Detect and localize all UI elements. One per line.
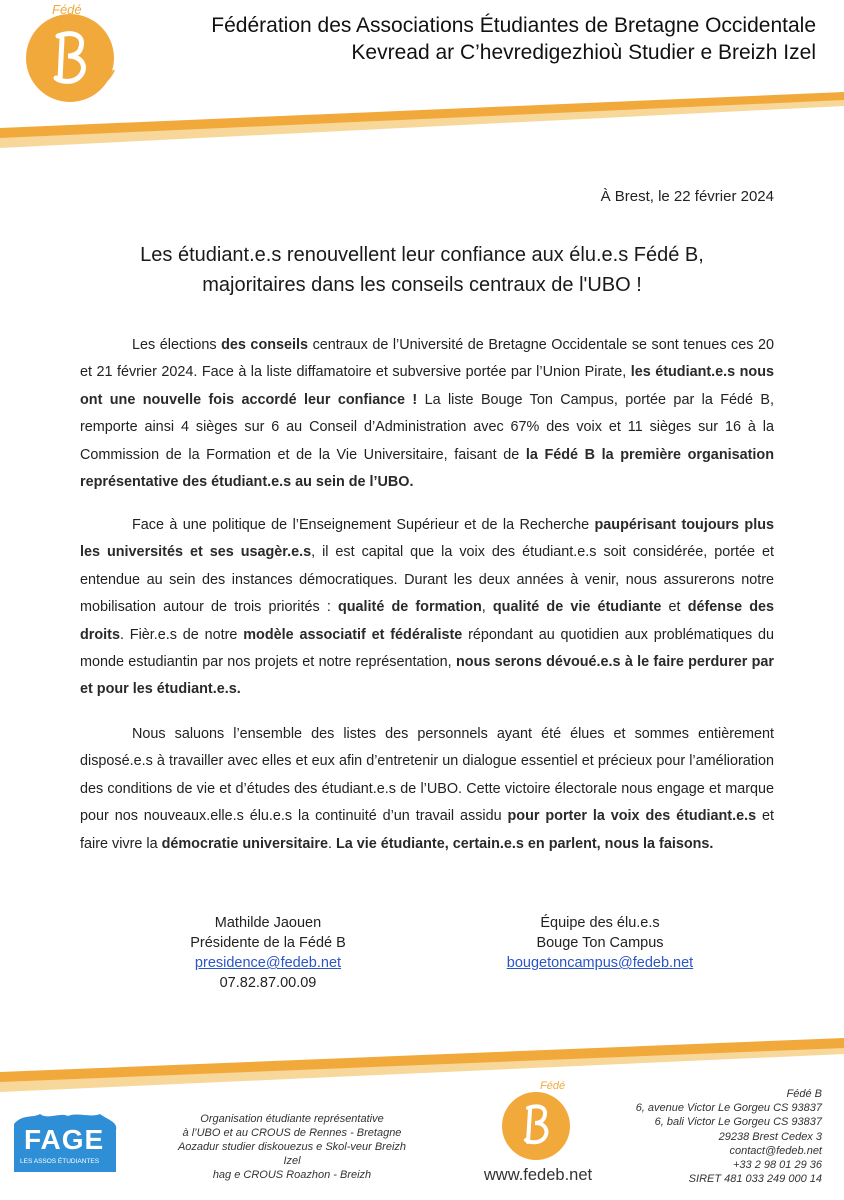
organization-title <box>211 12 816 66</box>
paragraph-text <box>80 721 774 858</box>
date-line: À Brest, le 22 février 2024 <box>600 188 774 205</box>
title-french: Fédération des Associations Étudiantes de Bretagne Occidentale <box>211 14 816 37</box>
footer-fede-b-logo <box>496 1084 576 1164</box>
president-email-link[interactable]: presidence@fedeb.net <box>194 955 342 971</box>
highlighted-text: démocratie universitaire <box>161 835 328 852</box>
highlighted-text: La vie étudiante, certain.e.s en parlent, nous la faisons. <box>335 835 714 852</box>
highlighted-text: les étudiant.e.s nous ont une nouvelle fois accordé leur confiance ! <box>80 364 774 408</box>
footer-contact <box>636 1087 822 1186</box>
highlighted-text: la Fédé B la première organisation représentative des étudiant.e.s au sein de l’UBO. <box>80 446 774 491</box>
headline-line-1: Les étudiant.e.s renouvellent leur confiance aux élu.e.s Fédé B, <box>140 244 704 266</box>
paragraph-2 <box>80 512 774 704</box>
signature-name: Mathilde Jaouen <box>214 915 322 931</box>
highlighted-text: qualité de formation <box>337 599 482 616</box>
body-text: et <box>661 599 688 616</box>
contact-email[interactable]: contact@fedeb.net <box>729 1144 822 1157</box>
highlighted-text: modèle associatif et fédéraliste <box>243 626 463 643</box>
body-text: centraux de l’Université de Bretagne Occidentale se sont tenues ces 20 et 21 février 2024. Face à la liste diffamatoire et subversive portée par l’Union Pirate, <box>80 337 775 381</box>
paragraph-text <box>80 332 774 496</box>
body-text: . <box>327 835 336 852</box>
signature-phone: 07.82.87.00.09 <box>219 975 317 991</box>
highlighted-text: nous serons dévoué.e.s à le faire perdurer par et pour les étudiant.e.s. <box>80 654 774 698</box>
body-text: , <box>481 599 493 616</box>
contact-phone: +33 2 98 01 29 36 <box>733 1159 822 1172</box>
website-link[interactable]: www.fedeb.net <box>483 1166 593 1184</box>
highlighted-text: paupérisant toujours plus les universités et ses usagèr.e.s <box>80 517 774 561</box>
highlighted-text: qualité de vie étudiante <box>492 599 662 616</box>
signature-president <box>148 913 388 993</box>
body-text: Nous saluons l’ensemble des listes des personnels ayant été élues et sommes entièrement disposé.e.s à travailler avec elles et eux afin d’entretenir un dialogue essentiel et précieux pour l’amélioration des conditions de vie et d’études des étudiant.e.s de l’UBO. Cette victoire électorale nous engage et marque pour nos nouveaux.elle.s élu.e.s la continuité d’un travail assidu <box>80 726 774 825</box>
highlighted-text: défense des droits <box>80 599 775 643</box>
body-text: répondant au quotidien aux problématiques du monde estudiantin par nos projets et notre représentation, <box>80 626 775 671</box>
team-email-link[interactable]: bougetoncampus@fedeb.net <box>506 955 694 971</box>
paragraph-text <box>80 512 774 704</box>
body-text: La liste Bouge Ton Campus, portée par la Fédé B, remporte ainsi 4 sièges sur 6 au Conseil d’Administration avec 67% des voix et 11 sièges sur 16 à la Commission de la Formation et de la Vie Universitaire, faisant de <box>80 391 774 463</box>
signature-team <box>470 913 730 973</box>
body-text: . Fièr.e.s de notre <box>119 626 244 643</box>
paragraph-3 <box>80 721 774 858</box>
footer-org-description <box>170 1112 414 1182</box>
title-breton: Kevread ar C’hevredigezhioù Studier e Breizh Izel <box>351 41 816 64</box>
signature-name: Équipe des élu.e.s <box>540 915 660 931</box>
signature-role: Bouge Ton Campus <box>536 935 664 951</box>
highlighted-text: des conseils <box>221 337 309 353</box>
footer-line: hag e CROUS Roazhon - Breizh <box>212 1169 372 1181</box>
fage-name: FAGE <box>24 1124 105 1155</box>
contact-line: 6, bali Victor Le Gorgeu CS 93837 <box>654 1116 822 1129</box>
body-text: Face à une politique de l’Enseignement Supérieur et de la Recherche <box>132 517 595 533</box>
contact-line: 6, avenue Victor Le Gorgeu CS 93837 <box>635 1102 822 1115</box>
headline <box>0 240 844 300</box>
contact-line: 29238 Brest Cedex 3 <box>718 1130 822 1143</box>
headline-line-2: majoritaires dans les conseils centraux de l'UBO ! <box>202 274 642 296</box>
logo-word: Fédé <box>52 2 82 17</box>
paragraph-1 <box>80 332 774 496</box>
contact-siret: SIRET 481 033 249 000 14 <box>688 1173 822 1186</box>
signature-role: Présidente de la Fédé B <box>190 935 346 951</box>
footer-line: à l’UBO et au CROUS de Rennes - Bretagne <box>182 1127 402 1139</box>
footer-line: Organisation étudiante représentative <box>200 1113 384 1125</box>
body-text: , il est capital que la voix des étudiant.e.s soit considérée, portée et entendue au sein des instances démocratiques. Durant les deux années à venir, nous assurerons notre mobilisation autour de trois priorités : <box>80 544 774 616</box>
footer-line: Aozadur studier diskouezus e Skol-veur Breizh Izel <box>177 1141 407 1167</box>
contact-line: Fédé B <box>786 1088 822 1100</box>
fage-tagline: LES ASSOS ÉTUDIANTES <box>20 1158 100 1165</box>
body-text: et faire vivre la <box>80 808 775 852</box>
highlighted-text: pour porter la voix des étudiant.e.s <box>507 808 757 825</box>
body-text: Les élections <box>132 337 222 353</box>
footer-logo-word: Fédé <box>540 1080 566 1092</box>
